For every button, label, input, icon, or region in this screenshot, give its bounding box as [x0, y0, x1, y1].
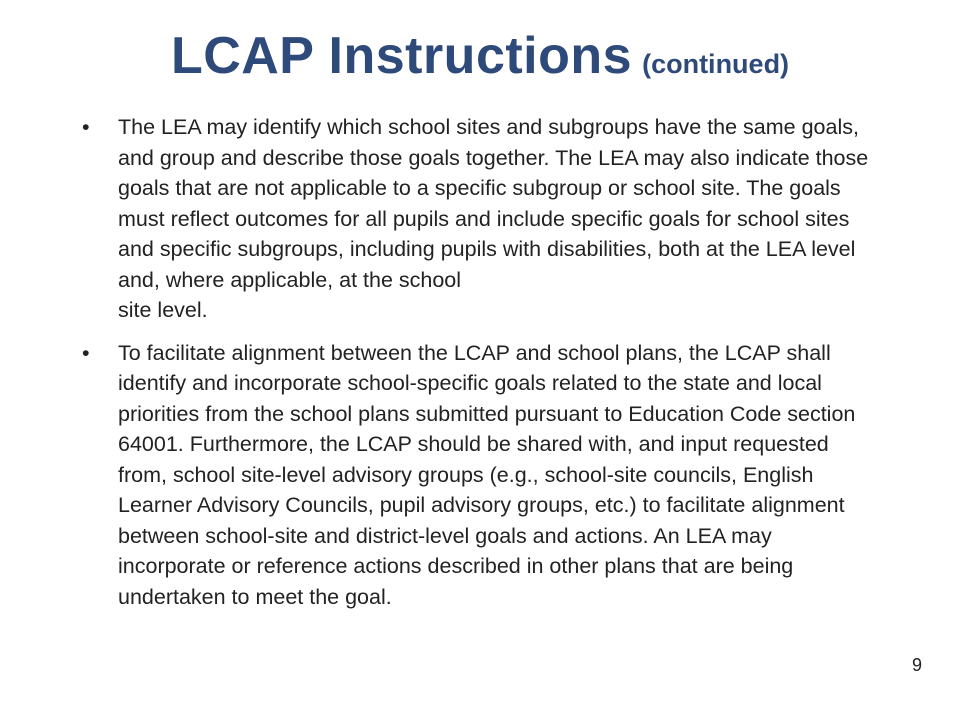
slide-title — [0, 26, 960, 86]
page-number: 9 — [912, 655, 923, 675]
bullet-list — [82, 112, 872, 624]
bullet-item — [82, 338, 872, 613]
bullet-text: To facilitate alignment between the LCAP and school plans, the LCAP shall identify and incorporate school-specific goals related to the state and local priorities from the school plans submitted pursuant to Education Code section 64001. Furthermore, the LCAP should be shared with, and input requested from, school site-level advisory groups (e.g., school-site councils, English Learner Advisory Councils, pupil advisory groups, etc.) to facilitate alignment between school-site and district-level goals and actions. An LEA may incorporate or reference actions described in other plans that are being undertaken to meet the goal. — [118, 340, 856, 609]
bullet-icon: • — [82, 340, 90, 365]
bullet-text: The LEA may identify which school sites and subgroups have the same goals, and group and describe those goals together. The LEA may also indicate those goals that are not applicable to a specific subgroup or school site. The goals must reflect outcomes for all pupils and include specific goals for school sites and specific subgroups, including pupils with disabilities, both at the LEA level and, where applicable, at the school site level. — [118, 115, 869, 322]
bullet-icon: • — [82, 115, 90, 139]
bullet-item — [82, 112, 872, 326]
title-main: LCAP Instructions — [170, 27, 633, 85]
title-suffix: (continued) — [642, 49, 790, 79]
